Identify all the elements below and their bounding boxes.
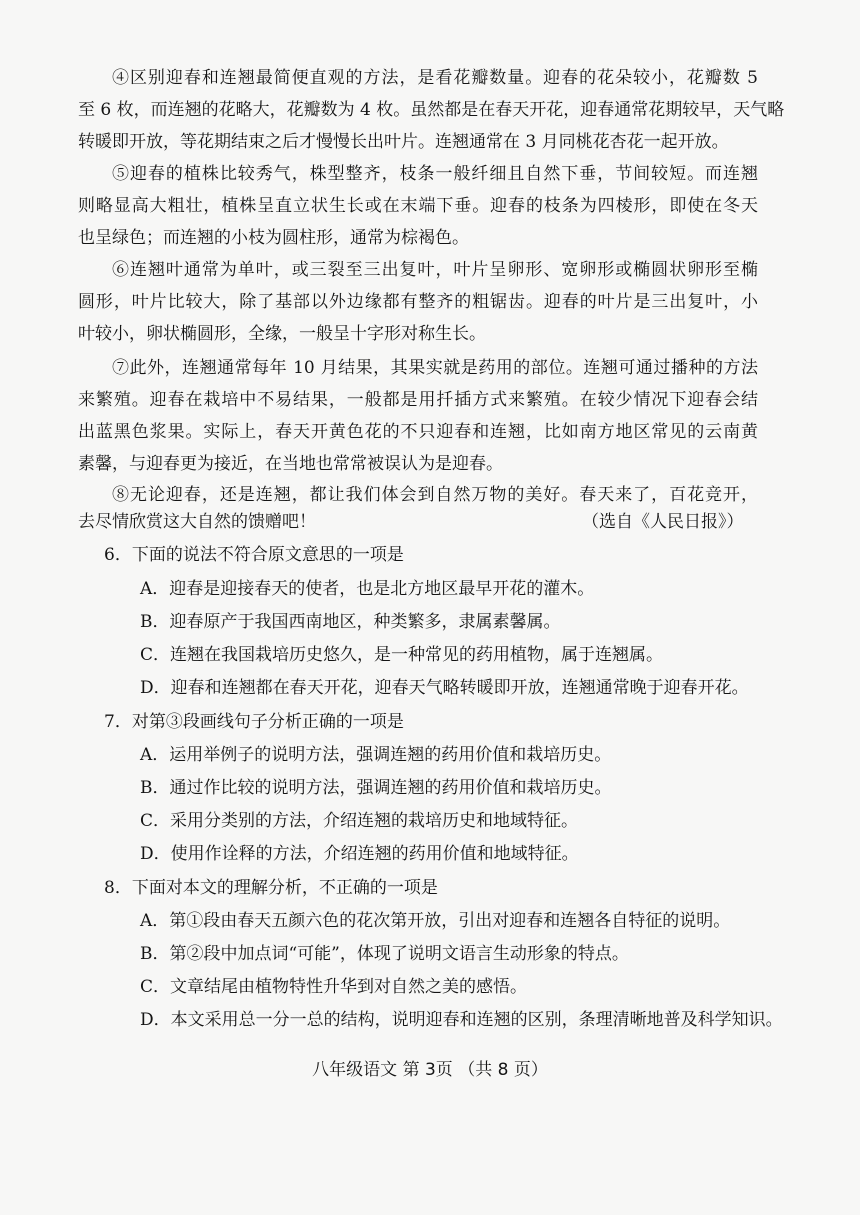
question-8-option-d: D．本文采用总一分一总的结构，说明迎春和连翘的区别，条理清晰地普及科学知识。 bbox=[140, 1010, 783, 1030]
question-6-option-c: C．连翘在我国栽培历史悠久，是一种常见的药用植物，属于连翘属。 bbox=[140, 645, 664, 665]
question-7-stem: 7．对第③段画线句子分析正确的一项是 bbox=[104, 712, 404, 732]
question-6-stem: 6．下面的说法不符合原文意思的一项是 bbox=[104, 545, 404, 565]
paragraph-6-line-2: 圆形，叶片比较大，除了基部以外边缘都有整齐的粗锯齿。迎春的叶片是三出复叶，小 bbox=[78, 292, 758, 312]
paragraph-7-line-2: 来繁殖。迎春在栽培中不易结果，一般都是用扦插方式来繁殖。在较少情况下迎春会结 bbox=[78, 390, 758, 410]
paragraph-5-line-3: 也呈绿色；而连翘的小枝为圆柱形，通常为棕褐色。 bbox=[78, 228, 469, 248]
question-8-option-b: B．第②段中加点词“可能”，体现了说明文语言生动形象的特点。 bbox=[140, 944, 629, 964]
question-7-option-a: A．运用举例子的说明方法，强调连翘的药用价值和栽培历史。 bbox=[140, 745, 612, 765]
paragraph-5-line-2: 则略显高大粗壮，植株呈直立状生长或在末端下垂。迎春的枝条为四棱形，即使在冬天 bbox=[78, 196, 758, 216]
question-7-option-d: D．使用作诠释的方法，介绍连翘的药用价值和地域特征。 bbox=[140, 844, 579, 864]
paragraph-5-line-1: ⑤迎春的植株比较秀气，株型整齐，枝条一般纤细且自然下垂，节间较短。而连翘 bbox=[112, 164, 758, 184]
question-6-option-a: A．迎春是迎接春天的使者，也是北方地区最早开花的灌木。 bbox=[140, 579, 595, 599]
paragraph-6-line-1: ⑥连翘叶通常为单叶，或三裂至三出复叶，叶片呈卵形、宽卵形或椭圆状卵形至椭 bbox=[112, 260, 758, 280]
paragraph-6-line-3: 叶较小，卵状椭圆形，全缘，一般呈十字形对称生长。 bbox=[78, 324, 486, 344]
question-6-option-b: B．迎春原产于我国西南地区，种类繁多，隶属素馨属。 bbox=[140, 612, 561, 632]
passage-source: （选自《人民日报》） bbox=[582, 512, 744, 532]
paragraph-4-line-1: ④区别迎春和连翘最简便直观的方法，是看花瓣数量。迎春的花朵较小，花瓣数 5 bbox=[112, 68, 758, 88]
paragraph-7-line-4: 素馨，与迎春更为接近，在当地也常常被误认为是迎春。 bbox=[78, 454, 503, 474]
question-6-option-d: D．迎春和连翘都在春天开花，迎春天气略转暖即开放，连翘通常晚于迎春开花。 bbox=[140, 678, 749, 698]
question-8-stem: 8．下面对本文的理解分析，不正确的一项是 bbox=[104, 878, 438, 898]
page-footer: 八年级语文 第 3页 （共 8 页） bbox=[312, 1060, 548, 1080]
paragraph-7-line-1: ⑦此外，连翘通常每年 10 月结果，其果实就是药用的部位。连翘可通过播种的方法 bbox=[112, 358, 758, 378]
paragraph-8-line-2: 去尽情欣赏这大自然的馈赠吧！ bbox=[78, 512, 316, 532]
question-8-option-a: A．第①段由春天五颜六色的花次第开放，引出对迎春和连翘各自特征的说明。 bbox=[140, 911, 731, 931]
paragraph-7-line-3: 出蓝黑色浆果。实际上，春天开黄色花的不只迎春和连翘，比如南方地区常见的云南黄 bbox=[78, 422, 758, 442]
paragraph-4-line-2: 至 6 枚，而连翘的花略大，花瓣数为 4 枚。虽然都是在春天开花，迎春通常花期较早，天气略 bbox=[78, 100, 785, 120]
question-8-option-c: C．文章结尾由植物特性升华到对自然之美的感悟。 bbox=[140, 977, 528, 997]
paragraph-4-line-3: 转暖即开放，等花期结束之后才慢慢长出叶片。连翘通常在 3 月同桃花杏花一起开放。 bbox=[78, 132, 729, 152]
question-7-option-b: B．通过作比较的说明方法，强调连翘的药用价值和栽培历史。 bbox=[140, 778, 612, 798]
paragraph-8-line-1: ⑧无论迎春，还是连翘，都让我们体会到自然万物的美好。春天来了，百花竞开， bbox=[112, 485, 758, 505]
question-7-option-c: C．采用分类别的方法，介绍连翘的栽培历史和地域特征。 bbox=[140, 811, 579, 831]
